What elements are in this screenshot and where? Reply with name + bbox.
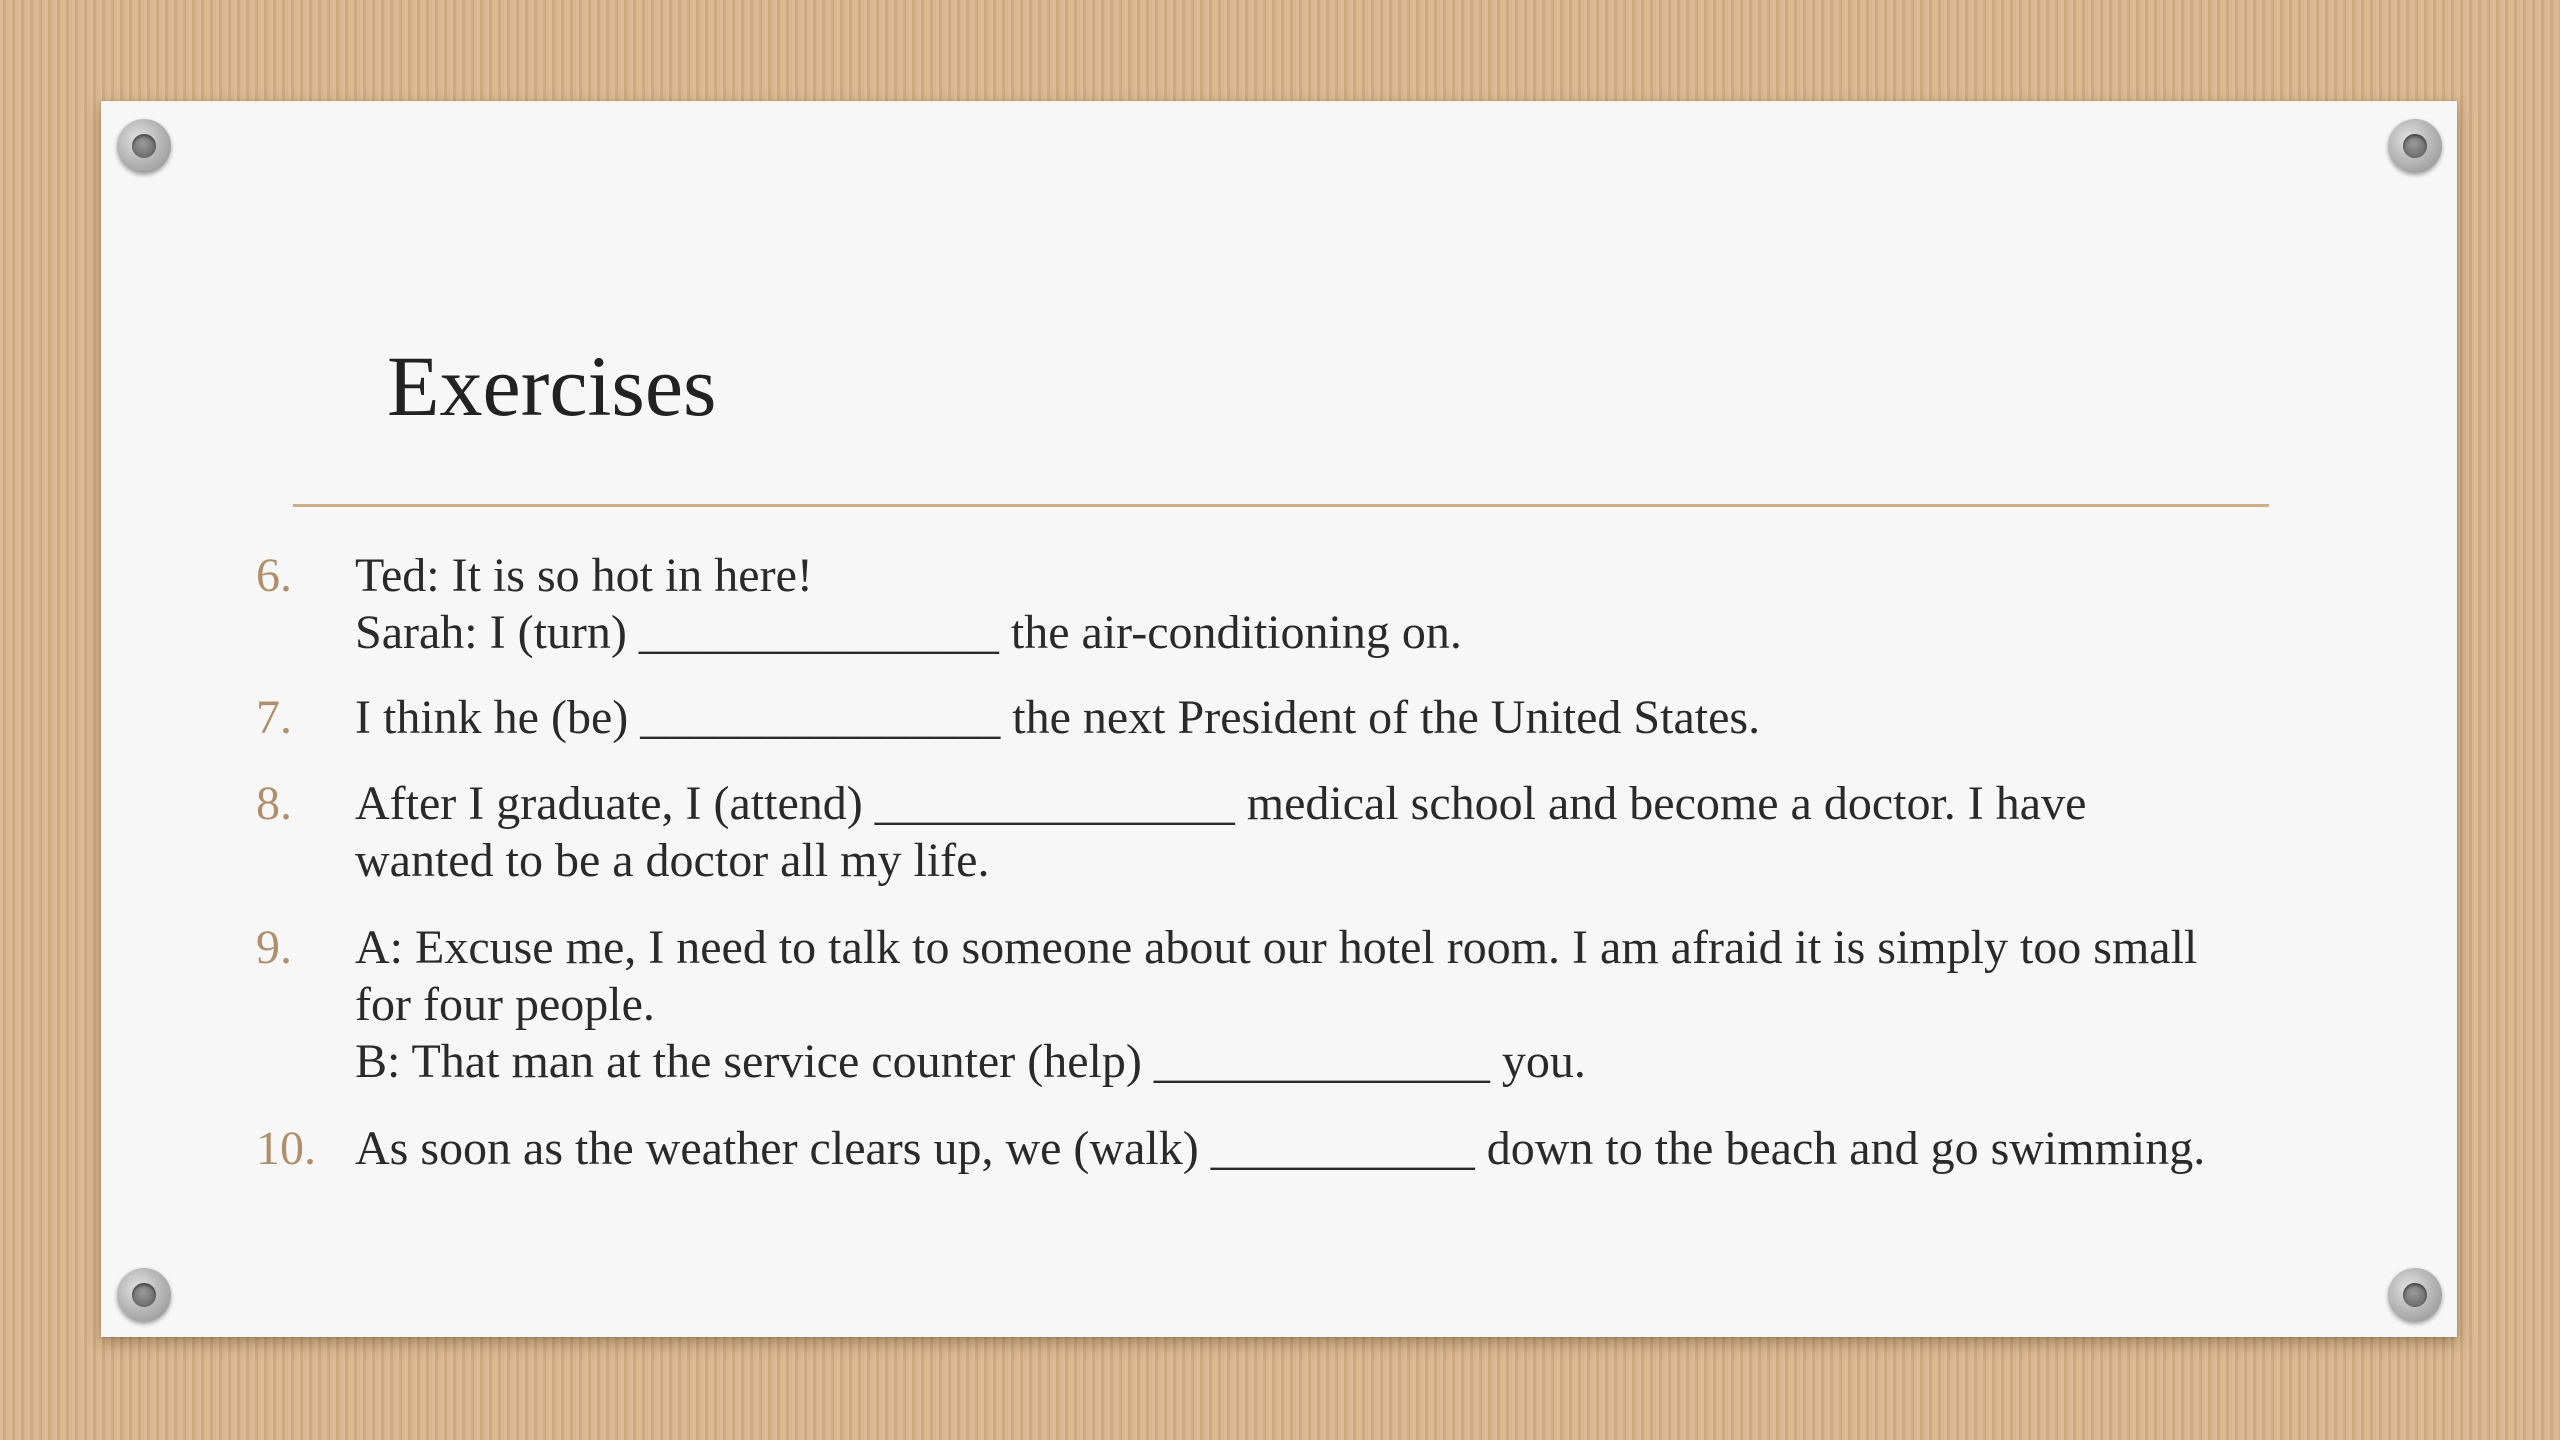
- screw-icon: [2388, 119, 2442, 173]
- exercise-line: After I graduate, I (attend) _______________ medical school and become a doctor. I have: [355, 777, 2087, 830]
- exercise-line: I think he (be) _______________ the next President of the United States.: [355, 691, 1761, 744]
- screw-icon: [117, 119, 171, 173]
- exercise-number: 9.: [256, 921, 292, 974]
- exercise-line: B: That man at the service counter (help) ______________ you.: [355, 1035, 1586, 1088]
- exercise-line: As soon as the weather clears up, we (walk) ___________ down to the beach and go swimming.: [355, 1122, 2206, 1175]
- exercise-line: Sarah: I (turn) _______________ the air-conditioning on.: [355, 606, 1462, 659]
- slide: [101, 101, 2457, 1337]
- exercise-text: [355, 689, 2375, 746]
- exercise-number: 10.: [256, 1122, 316, 1175]
- exercise-number: 8.: [256, 777, 292, 830]
- exercise-line: for four people.: [355, 978, 655, 1031]
- exercise-number: 7.: [256, 691, 292, 744]
- exercise-text: [355, 547, 2375, 661]
- exercise-text: [355, 775, 2375, 889]
- screw-icon: [2388, 1268, 2442, 1322]
- exercise-number: 6.: [256, 549, 292, 602]
- title-divider: [293, 504, 2269, 507]
- exercise-line: Ted: It is so hot in here!: [355, 549, 813, 602]
- exercise-line: A: Excuse me, I need to talk to someone about our hotel room. I am afraid it is simply too small: [355, 921, 2198, 974]
- screw-icon: [117, 1268, 171, 1322]
- exercise-text: [355, 919, 2375, 1090]
- slide-title: Exercises: [387, 338, 717, 434]
- exercise-line: wanted to be a doctor all my life.: [355, 834, 990, 887]
- exercise-text: [355, 1120, 2375, 1177]
